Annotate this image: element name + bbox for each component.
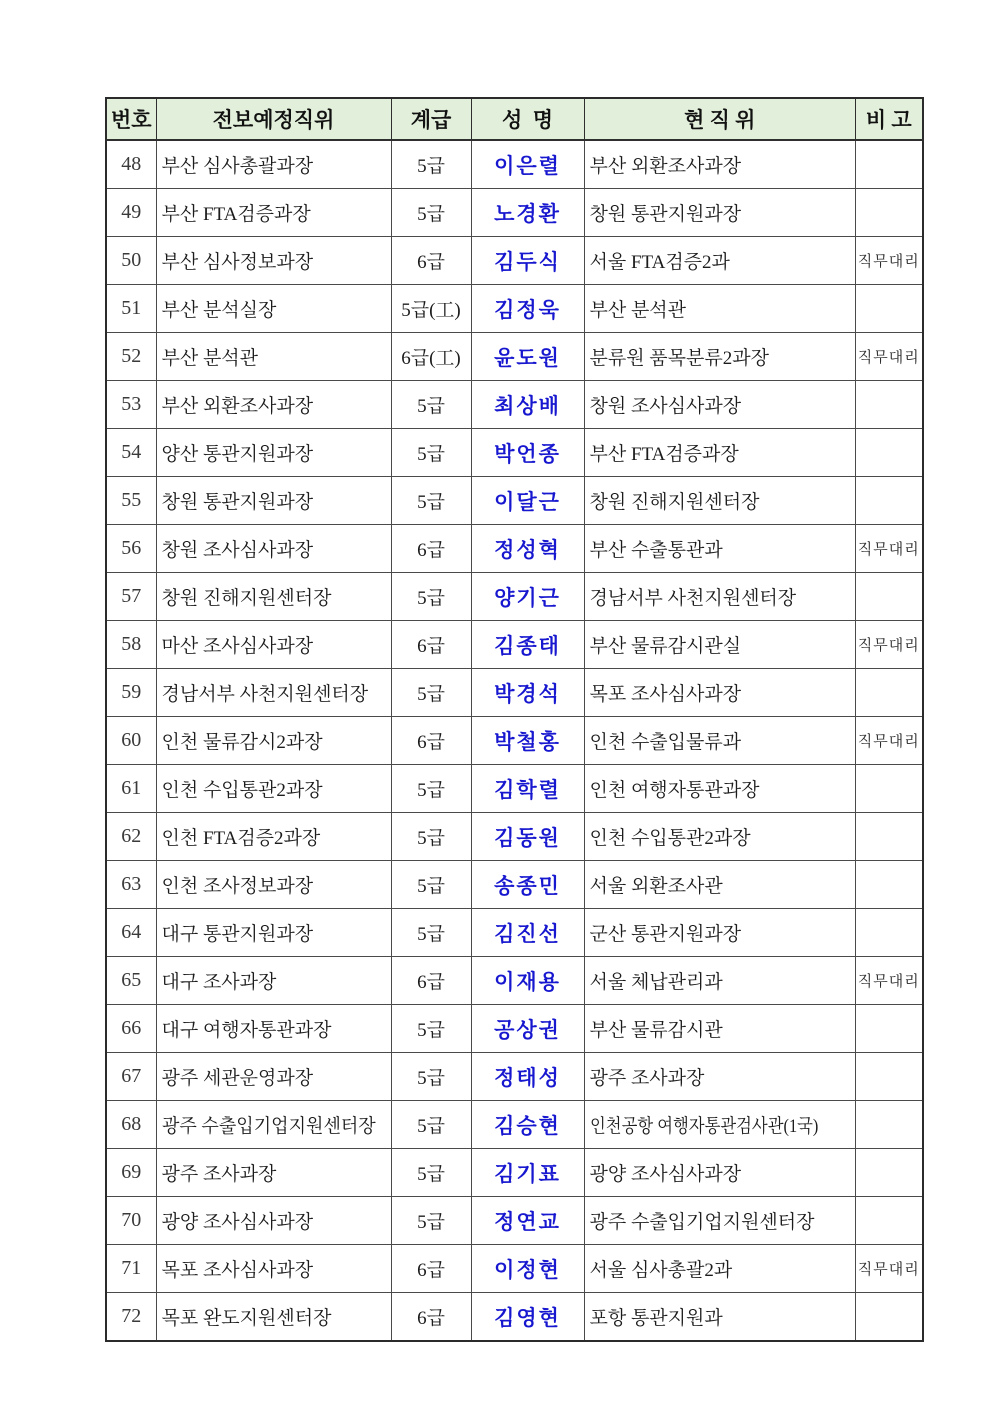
table-row bbox=[106, 525, 923, 573]
cell-rank: 5급 bbox=[391, 189, 471, 237]
cell-position: 인천 조사정보과장 bbox=[156, 861, 391, 909]
header-name: 성 명 bbox=[471, 98, 584, 140]
table-row bbox=[106, 669, 923, 717]
cell-current: 서울 심사총괄2과 bbox=[584, 1245, 856, 1293]
cell-note bbox=[856, 765, 923, 813]
cell-name: 최상배 bbox=[471, 381, 584, 429]
cell-name: 김승현 bbox=[471, 1101, 584, 1149]
cell-current: 경남서부 사천지원센터장 bbox=[584, 573, 856, 621]
cell-no: 66 bbox=[106, 1005, 156, 1053]
cell-position: 창원 통관지원과장 bbox=[156, 477, 391, 525]
cell-rank: 6급 bbox=[391, 717, 471, 765]
cell-current: 인천 수입통관2과장 bbox=[584, 813, 856, 861]
cell-current: 분류원 품목분류2과장 bbox=[584, 333, 856, 381]
cell-rank: 5급 bbox=[391, 669, 471, 717]
cell-position: 창원 조사심사과장 bbox=[156, 525, 391, 573]
cell-current: 부산 물류감시관실 bbox=[584, 621, 856, 669]
cell-rank: 5급 bbox=[391, 1053, 471, 1101]
cell-note: 직무대리 bbox=[856, 717, 923, 765]
cell-current: 인천 수출입물류과 bbox=[584, 717, 856, 765]
cell-position: 양산 통관지원과장 bbox=[156, 429, 391, 477]
cell-note bbox=[856, 381, 923, 429]
cell-text: 광주 수출입기업지원센터장 bbox=[161, 1116, 376, 1137]
cell-no: 49 bbox=[106, 189, 156, 237]
header-row bbox=[106, 98, 923, 140]
cell-rank: 5급 bbox=[391, 765, 471, 813]
cell-name: 김학렬 bbox=[471, 765, 584, 813]
cell-rank: 5급 bbox=[391, 813, 471, 861]
cell-no: 72 bbox=[106, 1293, 156, 1342]
cell-position: 경남서부 사천지원센터장 bbox=[156, 669, 391, 717]
cell-position: 마산 조사심사과장 bbox=[156, 621, 391, 669]
cell-rank: 6급 bbox=[391, 957, 471, 1005]
cell-current: 서울 외환조사관 bbox=[584, 861, 856, 909]
cell-rank: 6급 bbox=[391, 525, 471, 573]
cell-rank: 6급(工) bbox=[391, 333, 471, 381]
cell-note bbox=[856, 285, 923, 333]
cell-rank: 5급 bbox=[391, 381, 471, 429]
cell-current: 부산 FTA검증과장 bbox=[584, 429, 856, 477]
cell-rank: 5급(工) bbox=[391, 285, 471, 333]
cell-name: 김동원 bbox=[471, 813, 584, 861]
table-row bbox=[106, 1005, 923, 1053]
cell-no: 48 bbox=[106, 140, 156, 189]
table-row bbox=[106, 909, 923, 957]
cell-no: 55 bbox=[106, 477, 156, 525]
cell-position: 인천 FTA검증2과장 bbox=[156, 813, 391, 861]
cell-no: 60 bbox=[106, 717, 156, 765]
cell-name: 김영현 bbox=[471, 1293, 584, 1342]
cell-position: 부산 외환조사과장 bbox=[156, 381, 391, 429]
cell-no: 62 bbox=[106, 813, 156, 861]
cell-name: 정성혁 bbox=[471, 525, 584, 573]
cell-rank: 6급 bbox=[391, 1245, 471, 1293]
table-row bbox=[106, 1245, 923, 1293]
cell-no: 63 bbox=[106, 861, 156, 909]
cell-name: 박철홍 bbox=[471, 717, 584, 765]
cell-note bbox=[856, 1293, 923, 1342]
cell-name: 노경환 bbox=[471, 189, 584, 237]
header-note: 비 고 bbox=[856, 98, 923, 140]
cell-no: 71 bbox=[106, 1245, 156, 1293]
cell-name: 정태성 bbox=[471, 1053, 584, 1101]
cell-no: 56 bbox=[106, 525, 156, 573]
cell-note bbox=[856, 477, 923, 525]
cell-no: 69 bbox=[106, 1149, 156, 1197]
header-current: 현 직 위 bbox=[584, 98, 856, 140]
cell-note bbox=[856, 861, 923, 909]
cell-no: 68 bbox=[106, 1101, 156, 1149]
cell-no: 50 bbox=[106, 237, 156, 285]
cell-position: 대구 여행자통관과장 bbox=[156, 1005, 391, 1053]
cell-note: 직무대리 bbox=[856, 333, 923, 381]
cell-no: 61 bbox=[106, 765, 156, 813]
cell-current: 목포 조사심사과장 bbox=[584, 669, 856, 717]
table-row bbox=[106, 237, 923, 285]
table-row bbox=[106, 1293, 923, 1342]
cell-no: 70 bbox=[106, 1197, 156, 1245]
cell-current: 창원 진해지원센터장 bbox=[584, 477, 856, 525]
cell-rank: 5급 bbox=[391, 909, 471, 957]
header-no: 번호 bbox=[106, 98, 156, 140]
cell-name: 김진선 bbox=[471, 909, 584, 957]
cell-position: 대구 조사과장 bbox=[156, 957, 391, 1005]
cell-rank: 5급 bbox=[391, 429, 471, 477]
cell-rank: 6급 bbox=[391, 621, 471, 669]
cell-name: 김정욱 bbox=[471, 285, 584, 333]
header-rank: 계급 bbox=[391, 98, 471, 140]
cell-current: 창원 조사심사과장 bbox=[584, 381, 856, 429]
table-row bbox=[106, 477, 923, 525]
cell-position bbox=[156, 1101, 391, 1149]
cell-no: 57 bbox=[106, 573, 156, 621]
cell-note bbox=[856, 1101, 923, 1149]
cell-rank: 5급 bbox=[391, 573, 471, 621]
cell-rank: 5급 bbox=[391, 861, 471, 909]
cell-position: 목포 조사심사과장 bbox=[156, 1245, 391, 1293]
cell-no: 67 bbox=[106, 1053, 156, 1101]
table-row bbox=[106, 429, 923, 477]
cell-no: 53 bbox=[106, 381, 156, 429]
cell-no: 59 bbox=[106, 669, 156, 717]
cell-name: 이정현 bbox=[471, 1245, 584, 1293]
cell-note: 직무대리 bbox=[856, 237, 923, 285]
cell-position: 창원 진해지원센터장 bbox=[156, 573, 391, 621]
cell-rank: 5급 bbox=[391, 1197, 471, 1245]
cell-note: 직무대리 bbox=[856, 525, 923, 573]
cell-rank: 5급 bbox=[391, 1005, 471, 1053]
cell-rank: 6급 bbox=[391, 237, 471, 285]
table-row bbox=[106, 813, 923, 861]
cell-name: 송종민 bbox=[471, 861, 584, 909]
cell-no: 54 bbox=[106, 429, 156, 477]
cell-current bbox=[584, 1101, 856, 1149]
cell-name: 이재용 bbox=[471, 957, 584, 1005]
cell-text: 인천공항 여행자통관검사관(1국) bbox=[589, 1116, 818, 1137]
cell-note bbox=[856, 909, 923, 957]
cell-current: 부산 분석관 bbox=[584, 285, 856, 333]
cell-position: 부산 심사총괄과장 bbox=[156, 140, 391, 189]
cell-current: 창원 통관지원과장 bbox=[584, 189, 856, 237]
cell-no: 51 bbox=[106, 285, 156, 333]
cell-name: 이달근 bbox=[471, 477, 584, 525]
cell-note: 직무대리 bbox=[856, 621, 923, 669]
table-row bbox=[106, 1101, 923, 1149]
cell-position: 부산 분석실장 bbox=[156, 285, 391, 333]
cell-rank: 5급 bbox=[391, 1149, 471, 1197]
cell-note bbox=[856, 429, 923, 477]
table-row bbox=[106, 189, 923, 237]
cell-position: 광주 세관운영과장 bbox=[156, 1053, 391, 1101]
cell-no: 58 bbox=[106, 621, 156, 669]
cell-name: 박경석 bbox=[471, 669, 584, 717]
cell-note bbox=[856, 813, 923, 861]
cell-name: 공상권 bbox=[471, 1005, 584, 1053]
table-body bbox=[106, 140, 923, 1341]
table-row bbox=[106, 381, 923, 429]
cell-current: 부산 물류감시관 bbox=[584, 1005, 856, 1053]
cell-name: 정연교 bbox=[471, 1197, 584, 1245]
cell-note bbox=[856, 1149, 923, 1197]
table-row bbox=[106, 1053, 923, 1101]
cell-current: 서울 FTA검증2과 bbox=[584, 237, 856, 285]
cell-current: 포항 통관지원과 bbox=[584, 1293, 856, 1342]
cell-current: 광양 조사심사과장 bbox=[584, 1149, 856, 1197]
cell-name: 김기표 bbox=[471, 1149, 584, 1197]
cell-current: 부산 수출통관과 bbox=[584, 525, 856, 573]
cell-name: 이은렬 bbox=[471, 140, 584, 189]
cell-name: 윤도원 bbox=[471, 333, 584, 381]
cell-position: 광주 조사과장 bbox=[156, 1149, 391, 1197]
cell-position: 부산 FTA검증과장 bbox=[156, 189, 391, 237]
cell-note bbox=[856, 1197, 923, 1245]
header-position: 전보예정직위 bbox=[156, 98, 391, 140]
cell-note: 직무대리 bbox=[856, 957, 923, 1005]
cell-position: 인천 수입통관2과장 bbox=[156, 765, 391, 813]
cell-note bbox=[856, 1005, 923, 1053]
cell-name: 김두식 bbox=[471, 237, 584, 285]
table-row bbox=[106, 285, 923, 333]
cell-name: 김종태 bbox=[471, 621, 584, 669]
table-row bbox=[106, 861, 923, 909]
cell-current: 인천 여행자통관과장 bbox=[584, 765, 856, 813]
table-row bbox=[106, 717, 923, 765]
cell-current: 부산 외환조사과장 bbox=[584, 140, 856, 189]
cell-current: 서울 체납관리과 bbox=[584, 957, 856, 1005]
cell-rank: 5급 bbox=[391, 477, 471, 525]
cell-position: 목포 완도지원센터장 bbox=[156, 1293, 391, 1342]
table-row bbox=[106, 333, 923, 381]
cell-rank: 5급 bbox=[391, 140, 471, 189]
table-row bbox=[106, 573, 923, 621]
cell-no: 52 bbox=[106, 333, 156, 381]
cell-rank: 5급 bbox=[391, 1101, 471, 1149]
table-row bbox=[106, 1149, 923, 1197]
cell-name: 박언종 bbox=[471, 429, 584, 477]
cell-current: 군산 통관지원과장 bbox=[584, 909, 856, 957]
cell-current: 광주 조사과장 bbox=[584, 1053, 856, 1101]
table-row bbox=[106, 957, 923, 1005]
cell-rank: 6급 bbox=[391, 1293, 471, 1342]
cell-note: 직무대리 bbox=[856, 1245, 923, 1293]
table-row bbox=[106, 1197, 923, 1245]
cell-position: 인천 물류감시2과장 bbox=[156, 717, 391, 765]
cell-position: 대구 통관지원과장 bbox=[156, 909, 391, 957]
transfer-table bbox=[105, 97, 924, 1342]
cell-no: 64 bbox=[106, 909, 156, 957]
cell-note bbox=[856, 189, 923, 237]
cell-current: 광주 수출입기업지원센터장 bbox=[584, 1197, 856, 1245]
cell-note bbox=[856, 140, 923, 189]
cell-note bbox=[856, 669, 923, 717]
cell-name: 양기근 bbox=[471, 573, 584, 621]
cell-no: 65 bbox=[106, 957, 156, 1005]
cell-position: 부산 심사정보과장 bbox=[156, 237, 391, 285]
cell-position: 광양 조사심사과장 bbox=[156, 1197, 391, 1245]
cell-note bbox=[856, 1053, 923, 1101]
table-row bbox=[106, 621, 923, 669]
cell-position: 부산 분석관 bbox=[156, 333, 391, 381]
table-row bbox=[106, 140, 923, 189]
cell-note bbox=[856, 573, 923, 621]
table-row bbox=[106, 765, 923, 813]
